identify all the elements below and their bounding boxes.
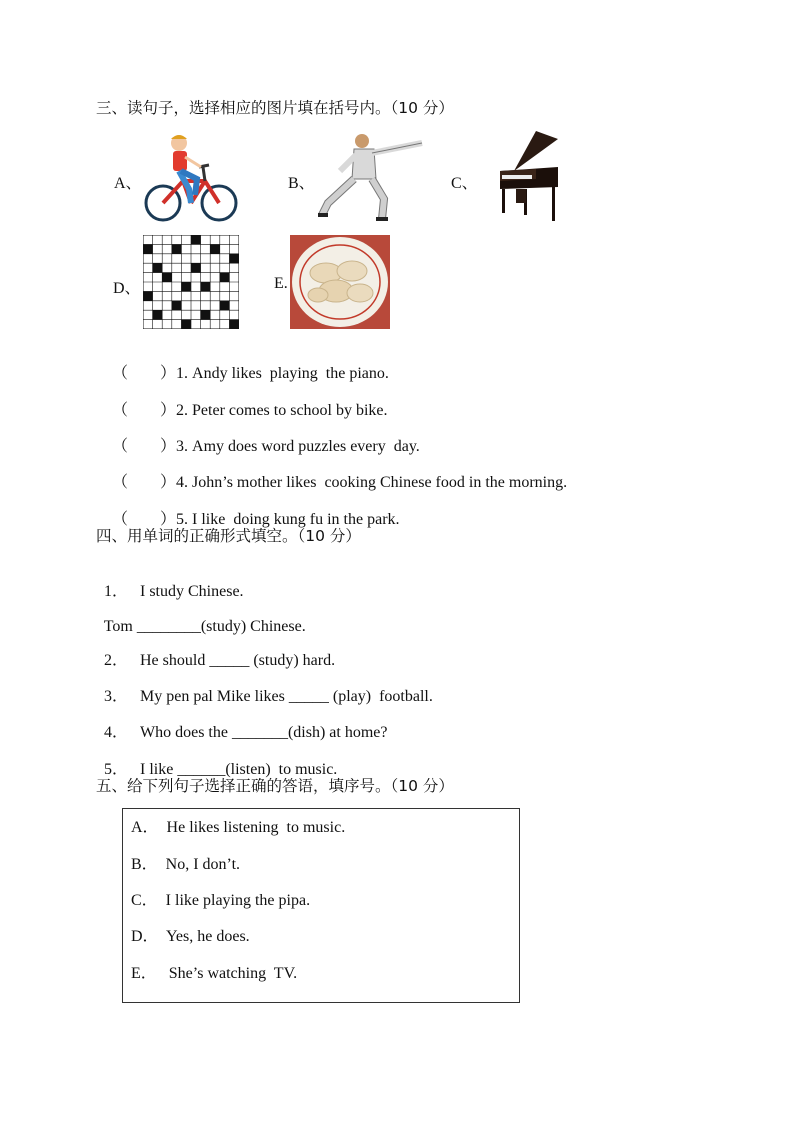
fill-line-2: [96, 631, 335, 671]
grand-piano-icon: [496, 131, 562, 223]
item-text: I study Chinese.: [140, 583, 244, 600]
item-text[interactable]: I like ______(listen) to music.: [140, 761, 338, 778]
question-text: 2. Peter comes to school by bike.: [176, 402, 388, 419]
question-5: [104, 490, 400, 530]
answer-option-c: C． I like playing the pipa.: [131, 892, 311, 909]
option-c-label: C、: [451, 175, 478, 192]
item-number: 2．: [104, 652, 129, 669]
section-3-heading: 三、读句子，选择相应的图片填在括号内。（10 分）: [96, 99, 454, 117]
question-text: 3. Amy does word puzzles every day.: [176, 438, 420, 455]
question-text: 5. I like doing kung fu in the park.: [176, 511, 400, 528]
option-a-label: A、: [114, 175, 142, 192]
question-2: [104, 381, 388, 421]
question-4: [104, 453, 567, 493]
answer-option-a: A． He likes listening to music.: [131, 819, 346, 836]
question-text: 4. John’s mother likes cooking Chinese food in the morning.: [176, 474, 568, 491]
fill-line-4: [96, 703, 388, 743]
question-3: [104, 417, 420, 457]
question-text: 1. Andy likes playing the piano.: [176, 365, 389, 382]
item-text[interactable]: He should _____ (study) hard.: [140, 652, 336, 669]
answer-bracket[interactable]: （ ）: [112, 365, 177, 382]
plate-of-dumplings-icon: [290, 235, 390, 329]
question-1: [104, 344, 389, 384]
answer-bracket[interactable]: （ ）: [112, 511, 177, 528]
item-number: 5．: [104, 761, 129, 778]
man-doing-kung-fu-icon: [318, 133, 424, 223]
answer-bracket[interactable]: （ ）: [112, 402, 177, 419]
option-b-label: B、: [288, 175, 315, 192]
option-e-label: E.: [274, 275, 288, 292]
boy-riding-bike-icon: [143, 131, 239, 225]
fill-line-3: [96, 667, 433, 707]
item-text[interactable]: My pen pal Mike likes _____ (play) football.: [140, 688, 433, 705]
section-5-heading: 五、给下列句子选择正确的答语，填序号。（10 分）: [96, 777, 454, 795]
option-d-label: D、: [113, 280, 141, 297]
answer-option-d: D． Yes, he does.: [131, 928, 250, 945]
answer-bracket[interactable]: （ ）: [112, 438, 177, 455]
item-text[interactable]: Who does the _______(dish) at home?: [140, 724, 388, 741]
item-number: 4．: [104, 724, 129, 741]
fill-line-5: [96, 740, 337, 780]
answer-option-e: E． She’s watching TV.: [131, 965, 298, 982]
item-text[interactable]: Tom ________(study) Chinese.: [103, 618, 306, 635]
answer-bracket[interactable]: （ ）: [112, 474, 177, 491]
fill-line-1: [96, 562, 244, 602]
answer-option-b: B． No, I don’t.: [131, 856, 241, 873]
word-puzzle-grid-icon: [143, 235, 239, 334]
item-number: 3．: [104, 688, 129, 705]
section-4-heading: 四、用单词的正确形式填空。（10 分）: [96, 527, 361, 545]
item-number: 1．: [104, 583, 129, 600]
